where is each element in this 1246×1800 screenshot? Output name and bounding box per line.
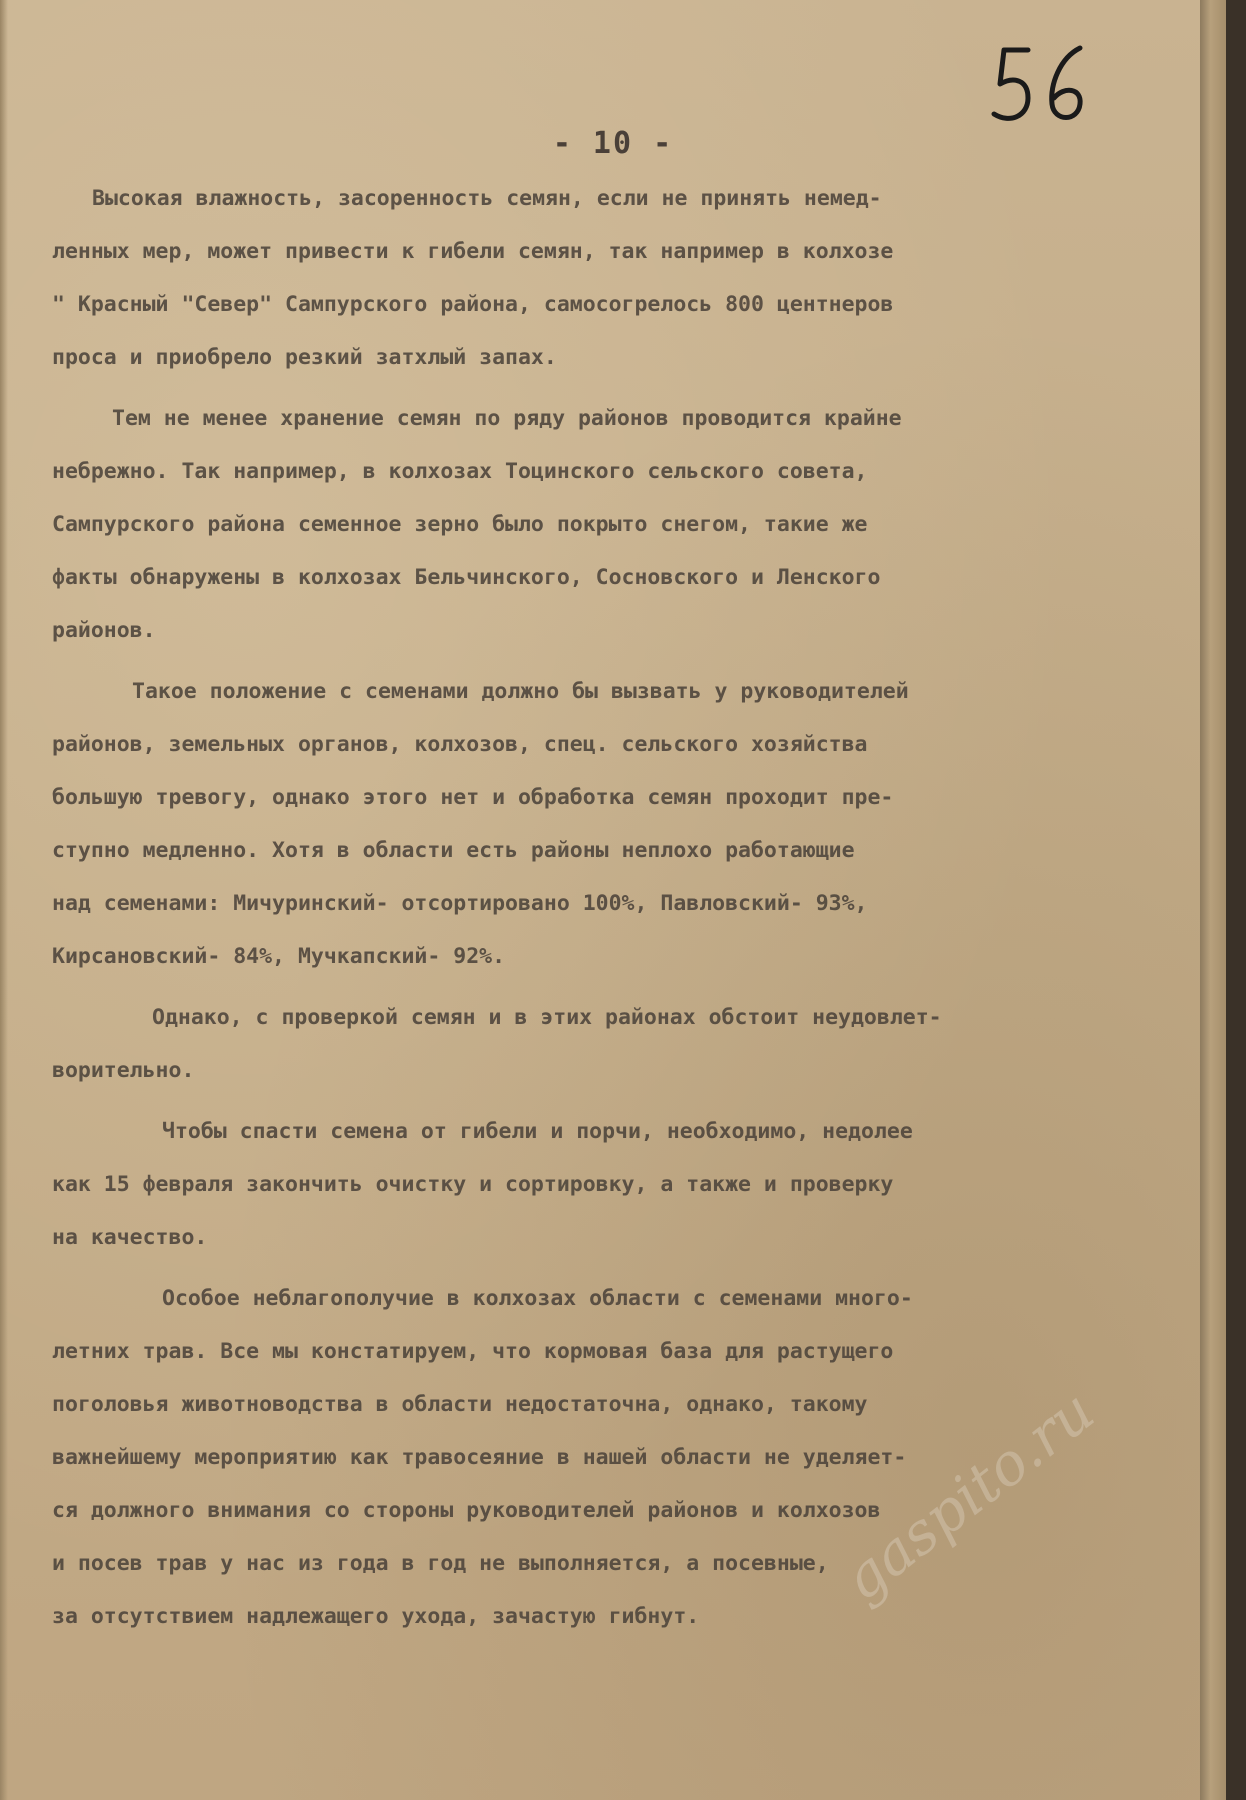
paper-left-edge (0, 0, 8, 1800)
text-line: Однако, с проверкой семян и в этих районах обстоит неудовлет- (152, 1005, 942, 1030)
paragraph (52, 392, 1222, 657)
text-line: за отсутствием надлежащего ухода, зачастую гибнут. (52, 1604, 700, 1629)
text-line: на качество. (52, 1225, 208, 1250)
text-line: большую тревогу, однако этого нет и обработка семян проходит пре- (52, 785, 894, 810)
text-line: Такое положение с семенами должно бы вызвать у руководителей (132, 679, 909, 704)
text-line: проса и приобрело резкий затхлый запах. (52, 345, 557, 370)
text-line: ворительно. (52, 1058, 195, 1083)
text-line: Особое неблагополучие в колхозах области с семенами много- (162, 1286, 913, 1311)
text-line: " Красный "Север" Сампурского района, самосогрелось 800 центнеров (52, 292, 894, 317)
text-line: и посев трав у нас из года в год не выполняется, а посевные, (52, 1551, 829, 1576)
text-line: летних трав. Все мы констатируем, что кормовая база для растущего (52, 1339, 894, 1364)
handwritten-folio-number (984, 40, 1104, 130)
paragraph (52, 172, 1222, 384)
text-line: районов. (52, 618, 156, 643)
text-line: Тем не менее хранение семян по ряду районов проводится крайне (112, 406, 902, 431)
text-line: поголовья животноводства в области недостаточна, однако, такому (52, 1392, 868, 1417)
text-line: Высокая влажность, засоренность семян, если не принять немед- (92, 186, 882, 211)
text-line: Чтобы спасти семена от гибели и порчи, необходимо, недолее (162, 1119, 913, 1144)
text-line: ся должного внимания со стороны руководителей районов и колхозов (52, 1498, 881, 1523)
text-line: Сампурского района семенное зерно было покрыто снегом, такие же (52, 512, 868, 537)
watermark: gaspito.ru (830, 1376, 1107, 1614)
paragraph (52, 1105, 1222, 1264)
text-line: Кирсановский- 84%, Мучкапский- 92%. (52, 944, 506, 969)
text-line: ступно медленно. Хотя в области есть районы неплохо работающие (52, 838, 855, 863)
text-line: ленных мер, может привести к гибели семян, так например в колхозе (52, 239, 894, 264)
text-line: районов, земельных органов, колхозов, спец. сельского хозяйства (52, 732, 868, 757)
text-line: над семенами: Мичуринский- отсортировано 100%, Павловский- 93%, (52, 891, 868, 916)
paragraph (52, 991, 1222, 1097)
text-line: как 15 февраля закончить очистку и сортировку, а также и проверку (52, 1172, 894, 1197)
text-line: важнейшему мероприятию как травосеяние в нашей области не уделяет- (52, 1445, 907, 1470)
text-line: факты обнаружены в колхозах Бельчинского, Сосновского и Ленского (52, 565, 881, 590)
text-line: небрежно. Так например, в колхозах Тоцинского сельского совета, (52, 459, 868, 484)
paragraph (52, 665, 1222, 983)
page-number: - 10 - (552, 126, 674, 161)
